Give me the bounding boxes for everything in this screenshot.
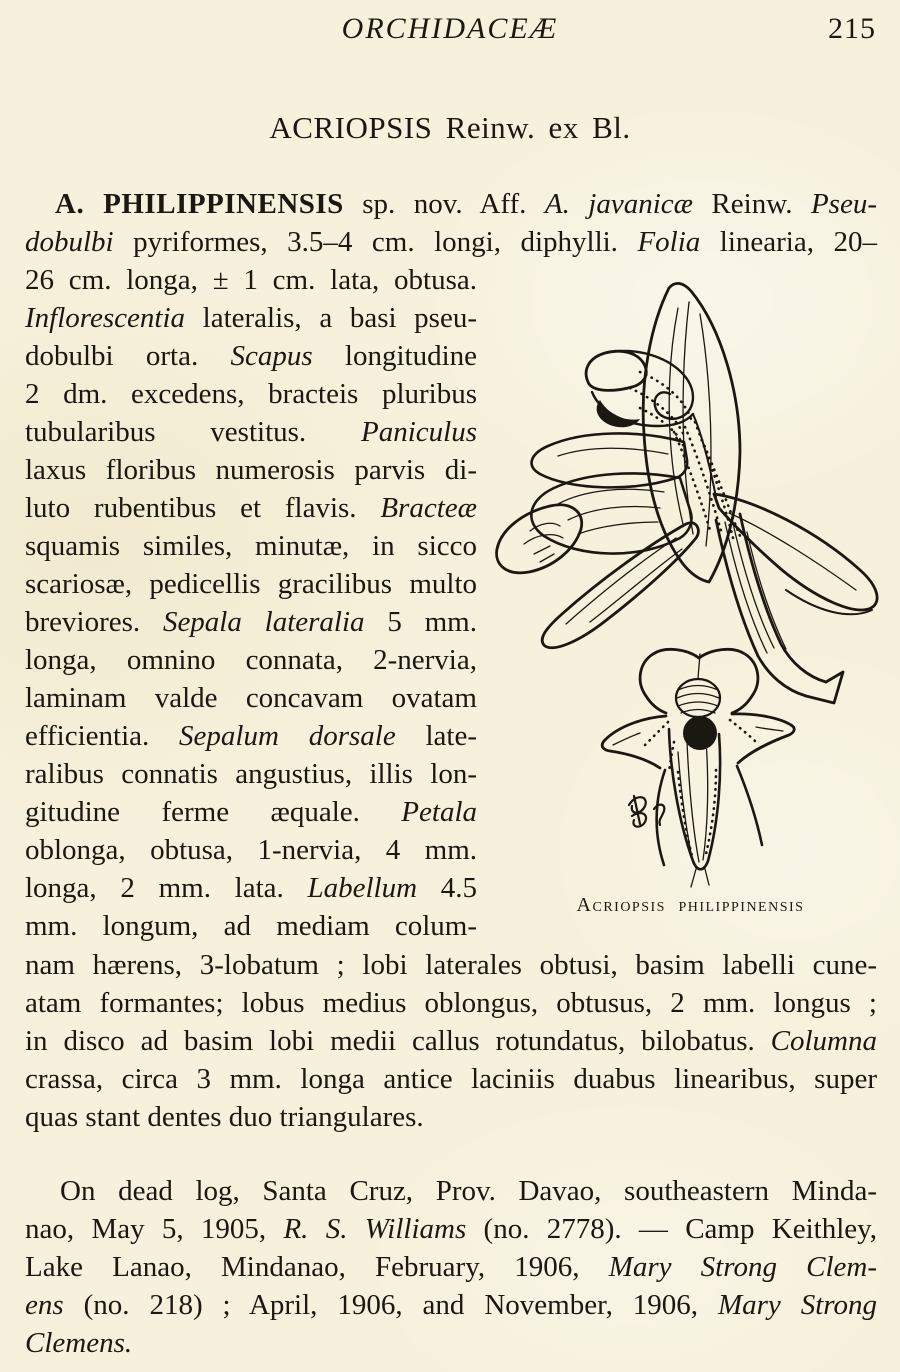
text-line: dobulbi orta. Scapus longitudine xyxy=(25,340,477,372)
text-line: efficientia. Sepalum dorsale late- xyxy=(25,720,477,752)
stipple-shading xyxy=(630,372,756,856)
text-line: laxus floribus numerosis parvis di- xyxy=(25,454,477,486)
text-line: quas stant dentes duo triangulares. xyxy=(25,1101,424,1133)
text-line: crassa, circa 3 mm. longa antice laciniis duabus linearibus, super xyxy=(25,1063,877,1095)
text-line: 26 cm. longa, ± 1 cm. lata, obtusa. xyxy=(25,264,477,296)
text-line: Clemens. xyxy=(25,1327,133,1359)
text-line: ralibus connatis angustius, illis lon- xyxy=(25,758,477,790)
text-line: breviores. Sepala lateralia 5 mm. xyxy=(25,606,477,638)
text-line: dobulbi pyriformes, 3.5–4 cm. longi, diphylli. Folia linearia, 20– xyxy=(25,226,877,258)
orchid-illustration xyxy=(488,272,893,896)
text-line: scariosæ, pedicellis gracilibus multo xyxy=(25,568,477,600)
artist-monogram xyxy=(629,796,664,827)
running-head: ORCHIDACEÆ xyxy=(341,12,559,45)
text-line: Lake Lanao, Mindanao, February, 1906, Mary Strong Clem- xyxy=(25,1251,877,1283)
text-line: squamis similes, minutæ, in sicco xyxy=(25,530,477,562)
text-line: A. PHILIPPINENSIS sp. nov. Aff. A. javanicæ Reinw. Pseu- xyxy=(55,188,877,220)
text-line: longa, 2 mm. lata. Labellum 4.5 xyxy=(25,872,478,904)
collection-notes-paragraph xyxy=(25,1172,877,1362)
callus-spot xyxy=(683,716,717,750)
flower-side-view xyxy=(497,283,878,703)
description-paragraph-narrow-column xyxy=(25,261,477,945)
text-line: nam hærens, 3-lobatum ; lobi laterales obtusi, basim labelli cune- xyxy=(25,949,877,981)
botanical-figure xyxy=(488,272,893,896)
text-line: 2 dm. excedens, bracteis pluribus xyxy=(25,378,477,410)
text-line: oblonga, obtusa, 1-nervia, 4 mm. xyxy=(25,834,477,866)
text-line: luto rubentibus et flavis. Bracteæ xyxy=(25,492,477,524)
genus-heading: ACRIOPSIS Reinw. ex Bl. xyxy=(269,110,631,145)
text-line: laminam valde concavam ovatam xyxy=(25,682,477,714)
labellum-detail xyxy=(602,649,794,887)
text-line: in disco ad basim lobi medii callus rotundatus, bilobatus. Columna xyxy=(25,1025,877,1057)
figure-caption: Acriopsis philippinensis xyxy=(576,894,805,916)
description-paragraph-lead xyxy=(25,185,877,261)
text-line: gitudine ferme æquale. Petala xyxy=(25,796,477,828)
text-line: longa, omnino connata, 2-nervia, xyxy=(25,644,477,676)
text-line: tubularibus vestitus. Paniculus xyxy=(25,416,477,448)
text-line: Inflorescentia lateralis, a basi pseu- xyxy=(25,302,477,334)
text-line: mm. longum, ad mediam colum- xyxy=(25,910,477,942)
text-line: atam formantes; lobus medius oblongus, obtusus, 2 mm. longus ; xyxy=(25,987,877,1019)
description-paragraph-continued xyxy=(25,946,877,1136)
text-line: On dead log, Santa Cruz, Prov. Davao, southeastern Minda- xyxy=(60,1175,877,1207)
page-number: 215 xyxy=(828,12,876,45)
text-line: nao, May 5, 1905, R. S. Williams (no. 2778). — Camp Keithley, xyxy=(25,1213,878,1245)
text-line: ens (no. 218) ; April, 1906, and November, 1906, Mary Strong xyxy=(25,1289,877,1321)
